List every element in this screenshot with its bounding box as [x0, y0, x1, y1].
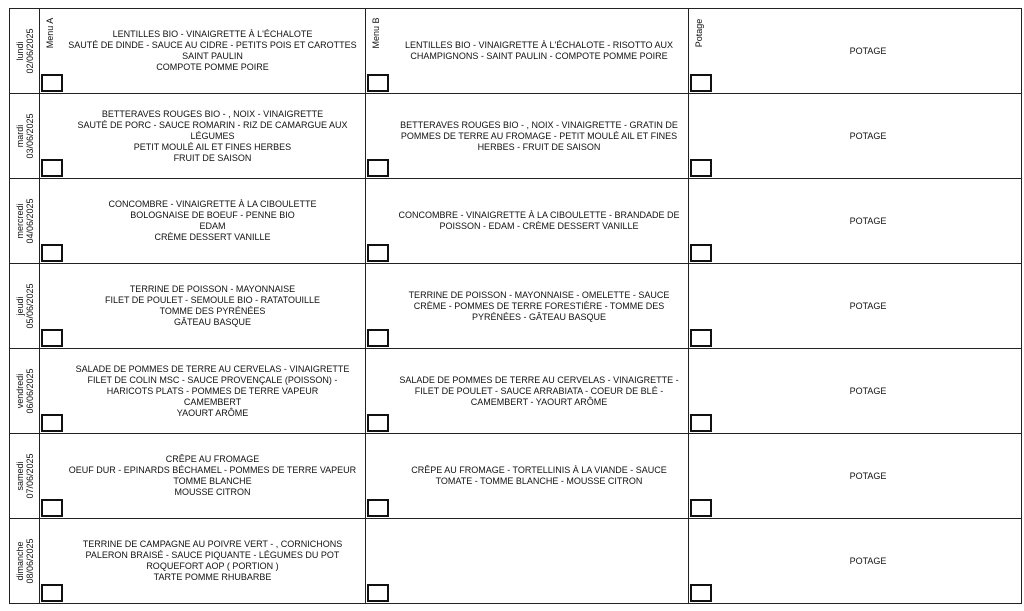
- day-name: jeudi: [15, 296, 25, 316]
- menu-a-line: CRÊPE AU FROMAGE: [165, 454, 260, 464]
- menu-b-cell: [366, 434, 689, 519]
- day-name: mardi: [15, 124, 25, 148]
- menu-day-row: [10, 434, 1022, 519]
- menu-a-line: TOMME DES PYRÉNÉES: [159, 306, 266, 316]
- menu-a-cell: [40, 9, 366, 94]
- menu-a-line: EDAM: [199, 221, 226, 231]
- menu-b-text: [394, 349, 684, 433]
- menu-a-checkbox[interactable]: [41, 74, 63, 92]
- menu-a-text: [66, 9, 359, 93]
- day-name: mercredi: [15, 203, 25, 239]
- potage-text: POTAGE: [849, 556, 887, 566]
- menu-a-line: CAMEMBERT: [183, 396, 242, 407]
- menu-a-header: Menu A: [45, 17, 55, 49]
- day-cell: [10, 519, 40, 604]
- menu-a-line: FILET DE COLIN MSC - SAUCE PROVENÇALE (POISSON) - HARICOTS PLATS - POMMES DE TERRE VAPEUR: [87, 374, 338, 396]
- day-cell: [10, 94, 40, 179]
- potage-cell: [689, 94, 1022, 179]
- day-name: samedi: [15, 461, 25, 491]
- menu-a-text: [66, 179, 359, 263]
- potage-cell: [689, 519, 1022, 604]
- menu-b-text: [394, 519, 684, 603]
- menu-a-line: TERRINE DE CAMPAGNE AU POIVRE VERT - , CORNICHONS: [82, 539, 343, 549]
- menu-b-checkbox[interactable]: [367, 74, 389, 92]
- potage-text: POTAGE: [849, 131, 887, 141]
- menu-b-line: CONCOMBRE - VINAIGRETTE À LA CIBOULETTE - BRANDADE DE POISSON - EDAM - CRÈME DESSERT VANILLE: [398, 210, 680, 231]
- menu-a-checkbox[interactable]: [41, 244, 63, 262]
- menu-b-cell: [366, 9, 689, 94]
- potage-checkbox[interactable]: [690, 244, 712, 262]
- menu-a-line: SALADE DE POMMES DE TERRE AU CERVELAS - VINAIGRETTE: [75, 363, 350, 374]
- menu-a-line: TARTE POMME RHUBARBE: [153, 572, 272, 582]
- menu-a-line: PETIT MOULÉ AIL ET FINES HERBES: [133, 141, 292, 152]
- menu-b-cell: [366, 349, 689, 434]
- potage-cell: [689, 179, 1022, 264]
- day-name: lundi: [15, 41, 25, 61]
- menu-day-row: [10, 519, 1022, 604]
- menu-a-line: YAOURT ARÔME: [176, 407, 249, 418]
- menu-a-line: OEUF DUR - EPINARDS BÉCHAMEL - POMMES DE TERRE VAPEUR: [68, 465, 357, 475]
- potage-checkbox[interactable]: [690, 414, 712, 432]
- menu-day-row: [10, 94, 1022, 179]
- day-date: 06/06/2025: [25, 368, 35, 414]
- menu-b-text: [394, 434, 684, 518]
- menu-a-text: [66, 264, 359, 348]
- potage-cell: [689, 9, 1022, 94]
- menu-a-line: BETTERAVES ROUGES BIO - , NOIX - VINAIGRETTE: [101, 108, 324, 119]
- potage-text: POTAGE: [849, 301, 887, 311]
- menu-a-line: SAUTÉ DE PORC - SAUCE ROMARIN - RIZ DE CAMARGUE AUX LÉGUMES: [77, 119, 348, 141]
- menu-a-cell: [40, 94, 366, 179]
- menu-day-row: [10, 349, 1022, 434]
- weekly-menu-table: [9, 8, 1022, 604]
- menu-a-line: CONCOMBRE - VINAIGRETTE À LA CIBOULETTE: [108, 199, 317, 209]
- menu-a-line: TOMME BLANCHE: [173, 476, 252, 486]
- menu-a-text: [66, 434, 359, 518]
- potage-text: POTAGE: [849, 216, 887, 226]
- menu-a-line: ROQUEFORT AOP ( PORTION ): [146, 561, 279, 571]
- day-name: dimanche: [15, 541, 25, 581]
- menu-b-line: BETTERAVES ROUGES BIO - , NOIX - VINAIGRETTE - GRATIN DE POMMES DE TERRE AU FROMAGE - PETIT MOULÉ AIL ET FINES HERBES - FRUIT DE SAISON: [400, 119, 678, 152]
- menu-b-text: [394, 94, 684, 178]
- menu-day-row: [10, 179, 1022, 264]
- menu-a-cell: [40, 264, 366, 349]
- menu-b-checkbox[interactable]: [367, 414, 389, 432]
- day-date: 05/06/2025: [25, 283, 35, 329]
- menu-a-checkbox[interactable]: [41, 329, 63, 347]
- menu-b-checkbox[interactable]: [367, 159, 389, 177]
- menu-a-checkbox[interactable]: [41, 159, 63, 177]
- menu-a-cell: [40, 434, 366, 519]
- menu-b-line: LENTILLES BIO - VINAIGRETTE À L'ÉCHALOTE - RISOTTO AUX CHAMPIGNONS - SAINT PAULIN - COMPOTE POMME POIRE: [404, 40, 674, 61]
- menu-b-cell: [366, 264, 689, 349]
- day-date: 04/06/2025: [25, 198, 35, 244]
- menu-b-checkbox[interactable]: [367, 244, 389, 262]
- potage-checkbox[interactable]: [690, 499, 712, 517]
- menu-a-line: FILET DE POULET - SEMOULE BIO - RATATOUILLE: [104, 295, 321, 305]
- menu-a-text: [66, 94, 359, 178]
- menu-a-line: COMPOTE POMME POIRE: [156, 62, 269, 72]
- day-cell: [10, 349, 40, 434]
- day-date: 07/06/2025: [25, 453, 35, 499]
- potage-checkbox[interactable]: [690, 329, 712, 347]
- menu-b-checkbox[interactable]: [367, 329, 389, 347]
- day-cell: [10, 264, 40, 349]
- menu-a-checkbox[interactable]: [41, 584, 63, 602]
- menu-b-header: Menu B: [371, 17, 381, 49]
- menu-a-line: FRUIT DE SAISON: [173, 152, 252, 163]
- menu-b-checkbox[interactable]: [367, 499, 389, 517]
- menu-a-line: LENTILLES BIO - VINAIGRETTE À L'ÉCHALOTE: [112, 29, 313, 39]
- potage-header: Potage: [694, 18, 704, 48]
- day-cell: [10, 434, 40, 519]
- menu-b-cell: [366, 94, 689, 179]
- menu-b-cell: [366, 519, 689, 604]
- menu-a-line: PALERON BRAISÉ - SAUCE PIQUANTE - LÉGUMES DU POT: [85, 550, 340, 560]
- menu-a-cell: [40, 519, 366, 604]
- menu-b-text: [394, 9, 684, 93]
- menu-a-text: [66, 349, 359, 433]
- menu-b-text: [394, 179, 684, 263]
- menu-a-line: TERRINE DE POISSON - MAYONNAISE: [129, 284, 296, 294]
- menu-day-row: [10, 9, 1022, 94]
- potage-cell: [689, 434, 1022, 519]
- menu-a-line: SAINT PAULIN: [182, 51, 243, 61]
- menu-day-row: [10, 264, 1022, 349]
- menu-b-checkbox[interactable]: [367, 584, 389, 602]
- menu-a-line: GÂTEAU BASQUE: [173, 317, 252, 327]
- menu-a-cell: [40, 349, 366, 434]
- potage-cell: [689, 264, 1022, 349]
- menu-a-line: MOUSSE CITRON: [174, 487, 251, 497]
- menu-a-checkbox[interactable]: [41, 414, 63, 432]
- day-date: 02/06/2025: [25, 28, 35, 74]
- day-cell: [10, 9, 40, 94]
- menu-a-text: [66, 519, 359, 603]
- potage-checkbox[interactable]: [690, 74, 712, 92]
- potage-cell: [689, 349, 1022, 434]
- day-date: 08/06/2025: [25, 538, 35, 584]
- menu-b-line: CRÊPE AU FROMAGE - TORTELLINIS À LA VIANDE - SAUCE TOMATE - TOMME BLANCHE - MOUSSE CITRON: [411, 465, 667, 486]
- potage-text: POTAGE: [849, 471, 887, 481]
- menu-b-line: TERRINE DE POISSON - MAYONNAISE - OMELETTE - SAUCE CRÈME - POMMES DE TERRE FORESTIÈRE - TOMME DES PYRÉNÉES - GÂTEAU BASQUE: [408, 289, 670, 322]
- menu-a-line: BOLOGNAISE DE BOEUF - PENNE BIO: [130, 210, 295, 220]
- potage-checkbox[interactable]: [690, 159, 712, 177]
- day-name: vendredi: [15, 373, 25, 409]
- menu-a-checkbox[interactable]: [41, 499, 63, 517]
- menu-a-line: SAUTÉ DE DINDE - SAUCE AU CIDRE - PETITS POIS ET CAROTTES: [68, 40, 357, 50]
- menu-b-text: [394, 264, 684, 348]
- menu-b-line: SALADE DE POMMES DE TERRE AU CERVELAS - VINAIGRETTE - FILET DE POULET - SAUCE ARRABIATA - COEUR DE BLÉ - CAMEMBERT - YAOURT ARÔME: [399, 374, 679, 407]
- menu-b-cell: [366, 179, 689, 264]
- menu-a-cell: [40, 179, 366, 264]
- menu-a-line: CRÈME DESSERT VANILLE: [154, 232, 271, 242]
- potage-checkbox[interactable]: [690, 584, 712, 602]
- day-date: 03/06/2025: [25, 113, 35, 159]
- potage-text: POTAGE: [849, 386, 887, 396]
- potage-text: POTAGE: [849, 46, 887, 56]
- day-cell: [10, 179, 40, 264]
